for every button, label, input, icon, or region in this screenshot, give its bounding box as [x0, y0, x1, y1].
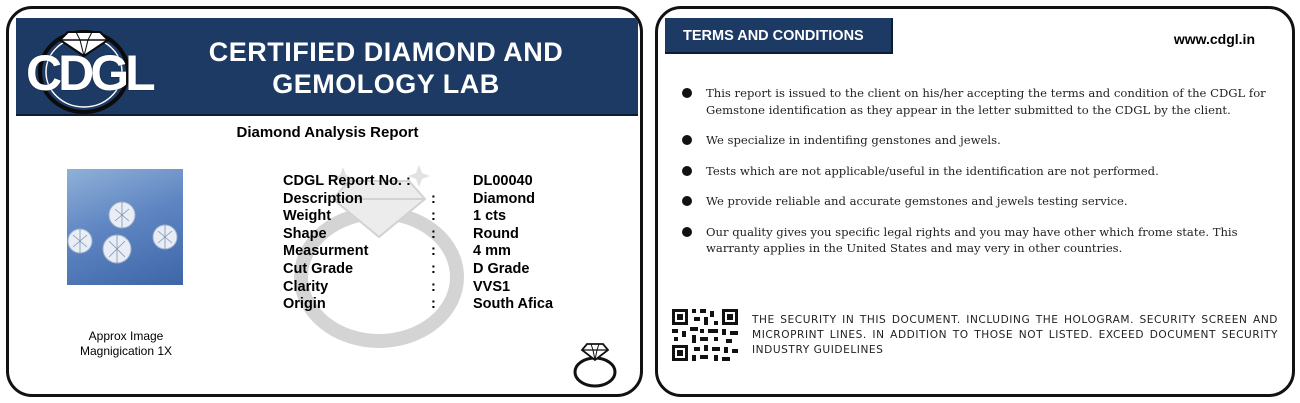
list-item: [678, 193, 1278, 210]
detail-label: Clarity: [283, 278, 329, 295]
bullet-icon: [682, 88, 692, 98]
detail-label: CDGL Report No. :: [283, 173, 411, 189]
image-caption-line2: Magnigication 1X: [79, 344, 173, 358]
diamond-ring-icon: [569, 341, 621, 389]
bullet-icon: [682, 135, 692, 145]
detail-row: [283, 173, 623, 191]
detail-label: Cut Grade: [283, 260, 354, 277]
detail-colon: :: [431, 296, 436, 313]
terms-list: [678, 85, 1278, 271]
report-details: [283, 173, 623, 314]
detail-label: Description: [283, 190, 363, 207]
detail-colon: :: [431, 243, 436, 260]
detail-value: D Grade: [473, 260, 530, 277]
detail-value: DL00040: [473, 173, 533, 189]
detail-value: Diamond: [473, 190, 536, 207]
lab-title-line2: GEMOLOGY LAB: [272, 69, 500, 99]
detail-row: [283, 226, 623, 244]
detail-colon: :: [431, 190, 436, 207]
bullet-icon: [682, 166, 692, 176]
logo-text: CDGL: [26, 45, 152, 101]
detail-row: [283, 279, 623, 297]
detail-row: [283, 296, 623, 314]
term-text: This report is issued to the client on his/her accepting the terms and condition of the CDGL for Gemstone identification as they appear in the letter submitted to the CDGL by the client.: [706, 86, 1266, 117]
detail-value: VVS1: [473, 278, 511, 295]
detail-row: [283, 243, 623, 261]
cdgl-logo: [22, 26, 157, 116]
detail-colon: :: [431, 208, 436, 225]
term-text: Our quality gives you specific legal rights and you may have other which frome state. This warranty applies in the United States and may very in other countries.: [706, 224, 1238, 255]
report-subtitle: Diamond Analysis Report: [236, 124, 419, 141]
detail-value: Round: [473, 225, 519, 242]
report-card-front: [6, 6, 643, 397]
term-text: Tests which are not applicable/useful in the identification are not performed.: [706, 163, 1159, 178]
list-item: [678, 85, 1278, 118]
bullet-icon: [682, 196, 692, 206]
website-url[interactable]: www.cdgl.in: [1173, 31, 1255, 47]
detail-label: Weight: [283, 208, 332, 225]
report-card-back: [655, 6, 1295, 397]
list-item: [678, 163, 1278, 180]
image-caption: [59, 329, 193, 359]
term-text: We specialize in indentifing genstones and jewels.: [706, 133, 1001, 147]
detail-colon: :: [431, 225, 436, 242]
list-item: [678, 132, 1278, 149]
detail-value: 4 mm: [473, 243, 511, 260]
diamonds-image: [67, 169, 183, 285]
detail-label: Measurment: [283, 243, 369, 260]
detail-label: Origin: [283, 296, 326, 313]
security-notice: THE SECURITY IN THIS DOCUMENT. INCLUDING THE HOLOGRAM. SECURITY SCREEN AND MICROPRINT LINES. IN ADDITION TO THOSE NOT LISTED. EXCEED DOCUMENT SECURITY INDUSTRY GUIDELINES: [752, 314, 1278, 356]
list-item: [678, 224, 1278, 257]
diamond-photo: [67, 169, 183, 285]
header-banner: [16, 18, 638, 116]
detail-row: [283, 208, 623, 226]
detail-colon: :: [431, 278, 436, 295]
detail-value: 1 cts: [473, 208, 507, 225]
detail-label: Shape: [283, 225, 327, 242]
detail-row: [283, 261, 623, 279]
image-caption-line1: Approx Image: [88, 329, 164, 343]
lab-title: [166, 36, 606, 100]
detail-value: South Afica: [473, 296, 554, 313]
term-text: We provide reliable and accurate gemstones and jewels testing service.: [706, 194, 1128, 208]
detail-row: [283, 191, 623, 209]
qr-code-icon[interactable]: [670, 307, 740, 363]
bullet-icon: [682, 227, 692, 237]
detail-colon: :: [431, 260, 436, 277]
lab-title-line1: CERTIFIED DIAMOND AND: [208, 37, 564, 67]
terms-tab: TERMS AND CONDITIONS: [665, 18, 893, 54]
